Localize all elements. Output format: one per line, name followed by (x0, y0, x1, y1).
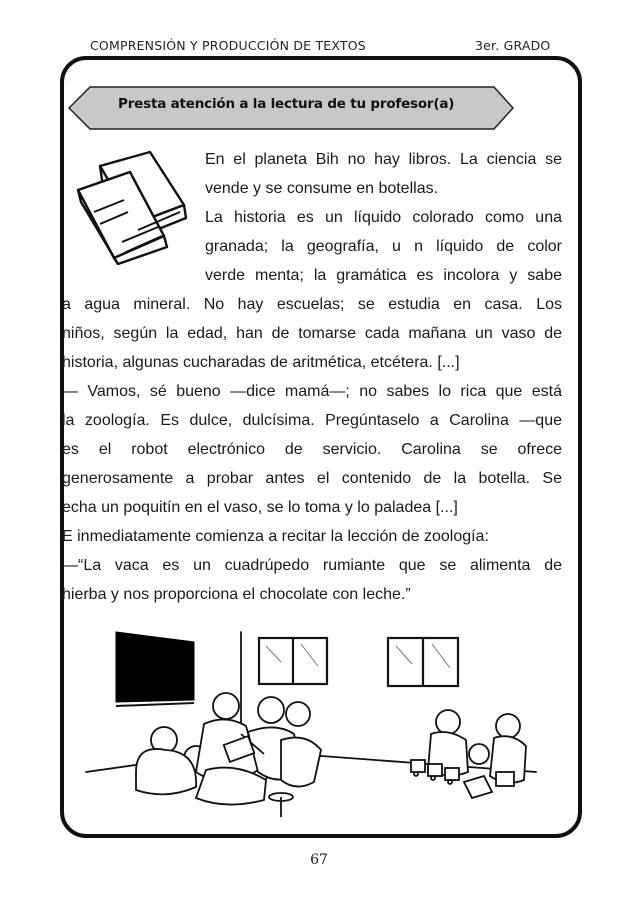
classroom-illustration (76, 622, 546, 822)
instruction-text: Presta atención a la lectura de tu profesor(a) (118, 96, 455, 112)
reading-body (62, 290, 562, 609)
page-number: 67 (310, 852, 328, 868)
body-line: historia, algunas cucharadas de aritmética, etcétera. [...] (62, 354, 460, 371)
intro-line: verde menta; la gramática es incolora y sabe (205, 267, 562, 284)
body-line: niños, según la edad, han de tomarse cada mañana un vaso de (62, 325, 562, 342)
reading-intro (205, 145, 562, 290)
books-icon (72, 150, 197, 265)
body-line: E inmediatamente comienza a recitar la lección de zoología: (62, 528, 489, 545)
body-line: hierba y nos proporciona el chocolate con leche.” (62, 586, 411, 603)
intro-line: granada; la geografía, u n líquido de color (205, 238, 562, 255)
body-line: —“La vaca es un cuadrúpedo rumiante que se alimenta de (62, 557, 562, 574)
intro-line: vende y se consume en botellas. (205, 180, 439, 197)
body-line: — Vamos, sé bueno —dice mamá—; no sabes lo rica que está (62, 383, 562, 400)
body-line: es el robot electrónico de servicio. Carolina se ofrece (62, 441, 562, 458)
grade-header: 3er. GRADO (475, 38, 551, 53)
intro-line: La historia es un líquido colorado como una (205, 209, 562, 226)
body-line: a agua mineral. No hay escuelas; se estudia en casa. Los (62, 296, 562, 313)
body-line: la zoología. Es dulce, dulcísima. Pregúntaselo a Carolina —que (62, 412, 562, 429)
subject-header: COMPRENSIÓN Y PRODUCCIÓN DE TEXTOS (90, 38, 366, 53)
intro-line: En el planeta Bih no hay libros. La ciencia se (205, 151, 562, 168)
body-line: generosamente a probar antes el contenido de la botella. Se (62, 470, 562, 487)
body-line: echa un poquitín en el vaso, se lo toma y lo paladea [...] (62, 499, 458, 516)
